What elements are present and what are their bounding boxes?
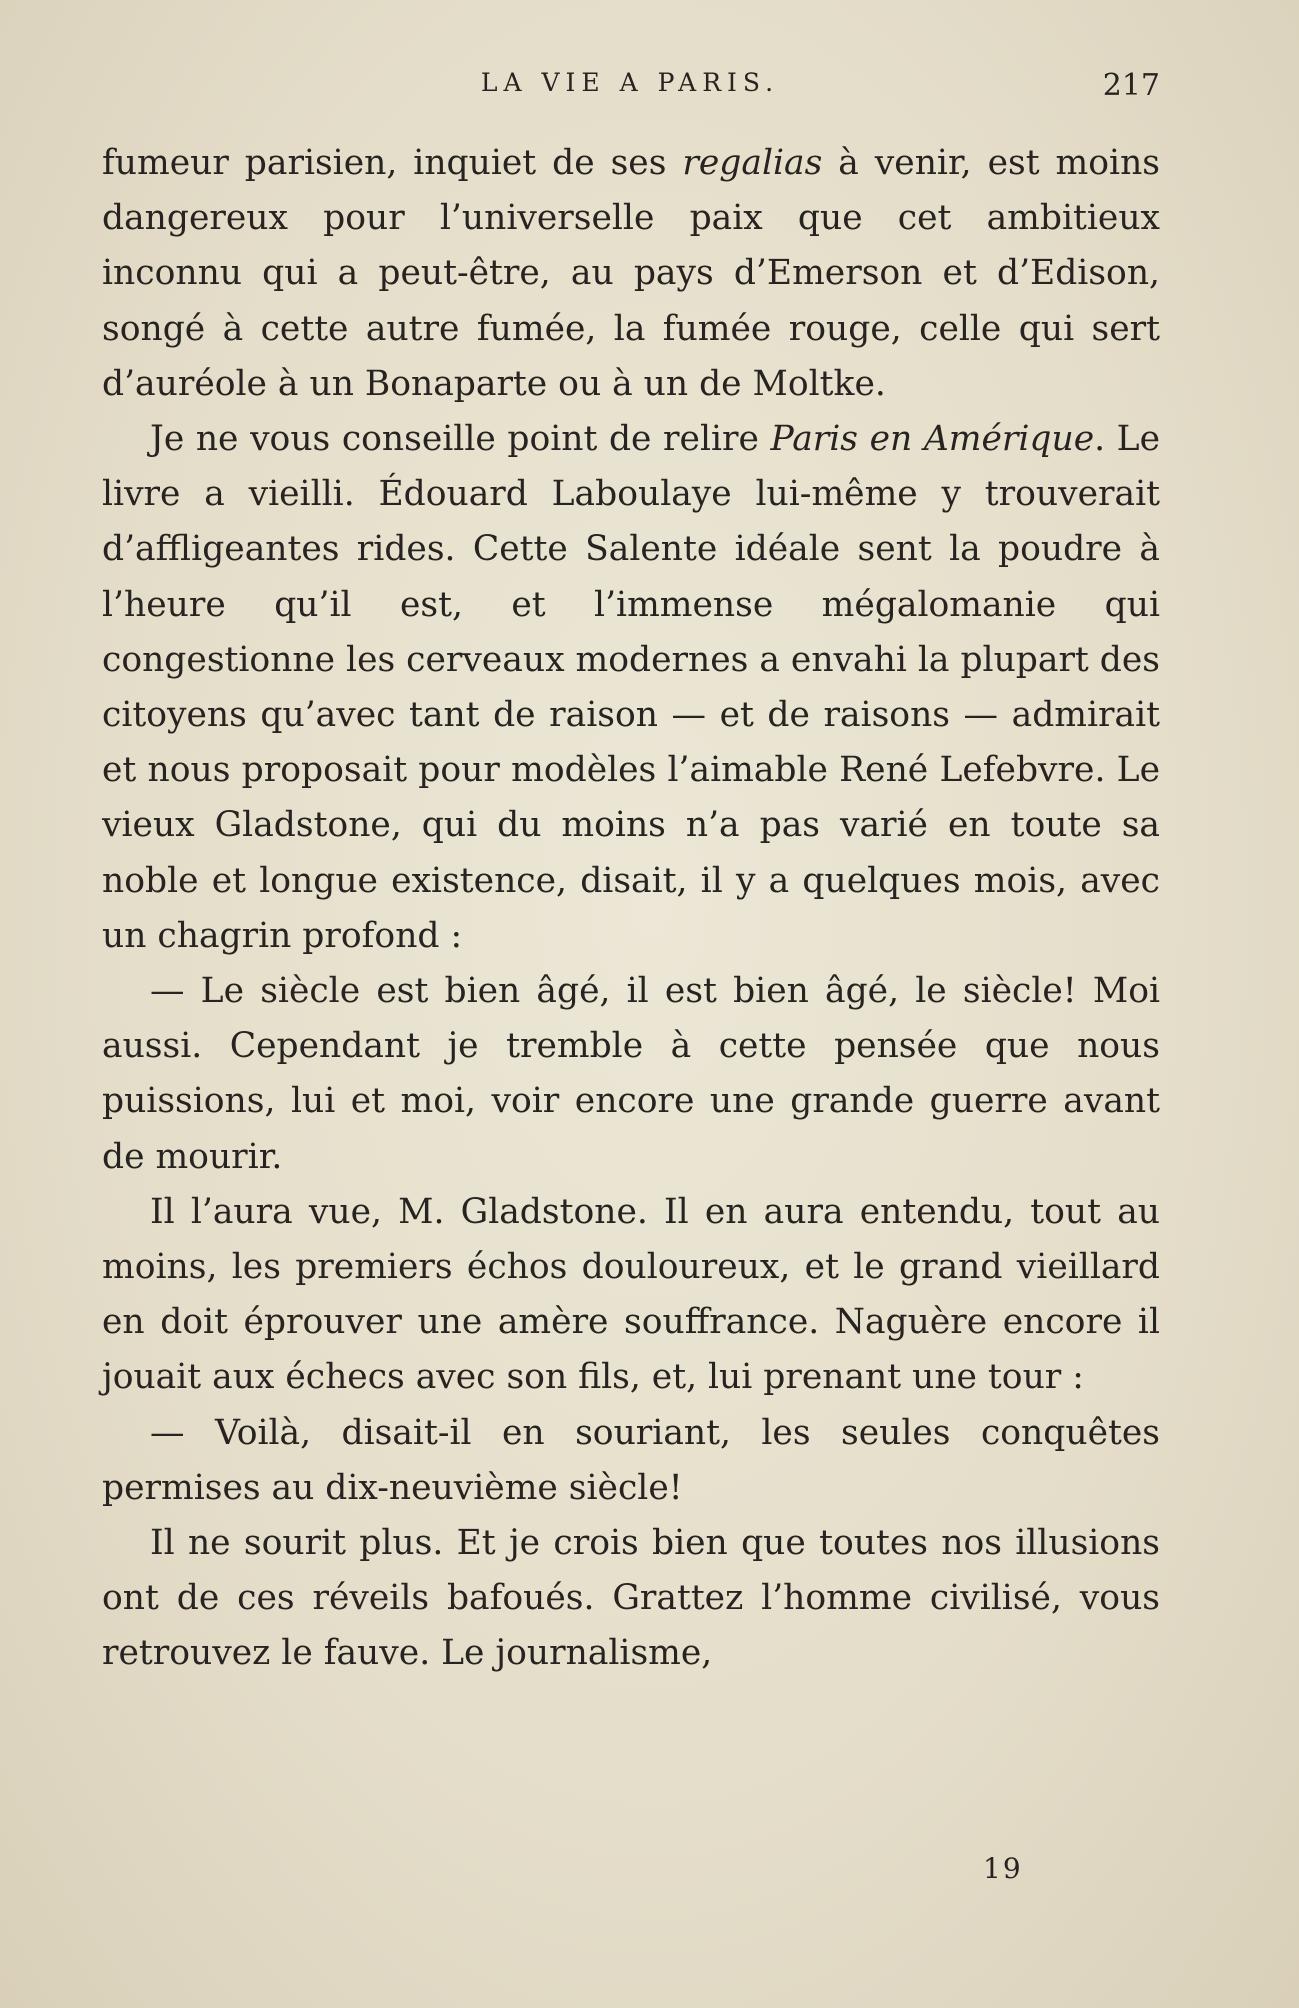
paragraph-5-text: — Voilà, disait-il en souriant, les seules conquêtes permises au dix-neuvième siècle!: [102, 1412, 1160, 1508]
paragraph-1-text-a: fumeur parisien, inquiet de ses: [102, 143, 683, 183]
page-number: 217: [1102, 68, 1160, 103]
paragraph-1: [102, 136, 1160, 412]
paragraph-2-text-a: Je ne vous conseille point de relire: [150, 419, 771, 460]
paragraph-4-text: Il l’aura vue, M. Gladstone. Il en aura entendu, tout au moins, les premiers échos douloureux, et le grand vieillard en doit éprouver une amère souffrance. Naguère encore il jouait aux échecs avec son fils, et, lui prenant une tour :: [102, 1191, 1160, 1398]
paragraph-2-italic-title: Paris en Amérique: [770, 419, 1095, 460]
paragraph-2-text-b: . Le livre a vieilli. Édouard Laboulaye lui-même y trouverait d’affligeantes rides. Cette Salente idéale sent la poudre à l’heure qu’il est, et l’immense mégalomanie qui congestionne les cerveaux modernes a envahi la plupart des citoyens qu’avec tant de raison — et de raisons — admirait et nous proposait pour modèles l’aimable René Lefebvre. Le vieux Gladstone, qui du moins n’a pas varié en toute sa noble et longue existence, disait, il y a quelques mois, avec un chagrin profond :: [102, 419, 1160, 956]
paragraph-6-text: Il ne sourit plus. Et je crois bien que toutes nos illusions ont de ces réveils bafoués. Grattez l’homme civilisé, vous retrouvez le fauve. Le journalisme,: [102, 1523, 1160, 1674]
paragraph-3-text: — Le siècle est bien âgé, il est bien âgé, le siècle! Moi aussi. Cependant je tremble à cette pensée que nous puissions, lui et moi, voir encore une grande guerre avant de mourir.: [102, 971, 1160, 1177]
paragraph-6: [102, 1516, 1160, 1682]
paragraph-2: [102, 412, 1160, 964]
running-title: LA VIE A PARIS.: [480, 68, 780, 97]
signature-mark: 19: [983, 1852, 1023, 1885]
paragraph-1-text-b: à venir, est moins dangereux pour l’universelle paix que cet ambitieux inconnu qui a peut-être, au pays d’Emerson et d’Edison, songé à cette autre fumée, la fumée rouge, celle qui sert d’auréole à un Bonaparte ou à un de Moltke.: [102, 143, 1160, 404]
paragraph-3: [102, 964, 1160, 1185]
paragraph-5: [102, 1406, 1160, 1516]
paragraph-1-italic-regalias: regalias: [682, 143, 823, 183]
paragraph-4: [102, 1185, 1160, 1406]
page-header: [100, 68, 1160, 112]
body-text: [102, 136, 1160, 1682]
